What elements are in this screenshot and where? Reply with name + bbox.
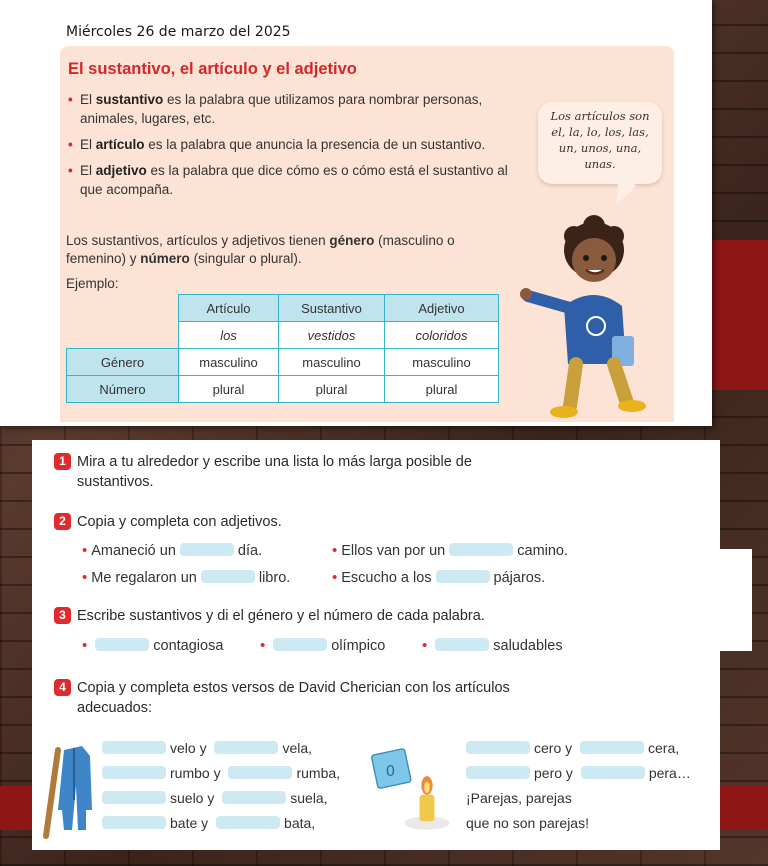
exercises-panel <box>32 440 720 850</box>
theory-title: El sustantivo, el artículo y el adjetivo <box>68 60 357 78</box>
definitions-list <box>68 90 508 206</box>
answer-blank[interactable] <box>581 766 645 779</box>
date-text: Miércoles 26 de marzo del 2025 <box>66 24 291 40</box>
table-cell: los <box>179 322 279 349</box>
answer-blank[interactable] <box>466 766 530 779</box>
verse-line: rumbo y rumba, <box>102 765 340 781</box>
answer-blank[interactable] <box>273 638 327 651</box>
exercise-2 <box>54 512 282 532</box>
table-header: Artículo <box>179 295 279 322</box>
child-illustration <box>518 214 668 424</box>
answer-blank[interactable] <box>201 570 255 583</box>
verse-line: cero y cera, <box>466 740 679 756</box>
exercise-number: 3 <box>54 607 71 624</box>
definition-item: • El artículo es la palabra que anuncia la presencia de un sustantivo. <box>68 135 508 154</box>
table-cell: plural <box>179 376 279 403</box>
answer-blank[interactable] <box>102 766 166 779</box>
exercise-3-item: • saludables <box>422 637 563 654</box>
verse-line: ¡Parejas, parejas <box>466 790 572 806</box>
exercise-2-item: • Ellos van por un camino. <box>332 542 569 559</box>
table-header: Sustantivo <box>279 295 385 322</box>
articles-speech-bubble: Los artículos son el, la, lo, los, las, un, unos, una, unas. <box>538 102 662 184</box>
answer-blank[interactable] <box>102 816 166 829</box>
definition-item: • El adjetivo es la palabra que dice cómo es o cómo está el sustantivo al que acompaña. <box>68 161 508 199</box>
table-row-header: Número <box>67 376 179 403</box>
table-cell: masculino <box>279 349 385 376</box>
answer-blank[interactable] <box>449 543 513 556</box>
answer-blank[interactable] <box>180 543 234 556</box>
answer-blank[interactable] <box>435 638 489 651</box>
answer-blank[interactable] <box>102 791 166 804</box>
exercise-3 <box>54 606 485 626</box>
exercise-2-item: • Me regalaron un libro. <box>82 569 291 586</box>
verse-line: velo y vela, <box>102 740 312 756</box>
table-row <box>67 376 499 403</box>
answer-blank[interactable] <box>216 816 280 829</box>
exercise-3-item: • olímpico <box>260 637 386 654</box>
verse-line: que no son parejas! <box>466 815 589 831</box>
notepad-and-candle-illustration <box>366 746 456 840</box>
answer-blank[interactable] <box>214 741 278 754</box>
exercise-text: Copia y completa estos versos de David Cherician con los artículos adecuados: <box>77 680 510 716</box>
answer-blank[interactable] <box>466 741 530 754</box>
answer-blank[interactable] <box>436 570 490 583</box>
definition-item: • El sustantivo es la palabra que utilizamos para nombrar personas, animales, lugares, etc. <box>68 90 508 128</box>
answer-blank[interactable] <box>228 766 292 779</box>
verse-line: suelo y suela, <box>102 790 328 806</box>
answer-blank[interactable] <box>102 741 166 754</box>
exercise-text: Escribe sustantivos y di el género y el número de cada palabra. <box>77 608 485 624</box>
verse-line: pero y pera… <box>466 765 691 781</box>
table-row <box>67 349 499 376</box>
table-row-header: Género <box>67 349 179 376</box>
verse-line: bate y bata, <box>102 815 315 831</box>
table-cell: plural <box>385 376 499 403</box>
decor-band-right <box>712 240 768 390</box>
svg-text:0: 0 <box>385 762 396 781</box>
exercise-number: 1 <box>54 453 71 470</box>
table-cell: plural <box>279 376 385 403</box>
exercise-2-item: • Amaneció un día. <box>82 542 263 559</box>
table-cell: vestidos <box>279 322 385 349</box>
exercise-1 <box>54 452 547 492</box>
table-cell: masculino <box>179 349 279 376</box>
answer-blank[interactable] <box>580 741 644 754</box>
exercise-number: 2 <box>54 513 71 530</box>
exercise-panel-tab <box>718 549 752 651</box>
table-cell: coloridos <box>385 322 499 349</box>
grammar-table <box>66 294 499 403</box>
exercise-text: Copia y completa con adjetivos. <box>77 514 282 530</box>
theory-panel <box>60 46 674 422</box>
coat-and-bat-illustration <box>38 740 98 840</box>
gender-number-note: Los sustantivos, artículos y adjetivos tienen género (masculino o femenino) y número (singular o plural). <box>66 233 455 266</box>
answer-blank[interactable] <box>95 638 149 651</box>
exercise-2-item: • Escucho a los pájaros. <box>332 569 546 586</box>
exercise-3-item: • contagiosa <box>82 637 224 654</box>
table-header: Adjetivo <box>385 295 499 322</box>
answer-blank[interactable] <box>222 791 286 804</box>
exercise-number: 4 <box>54 679 71 696</box>
exercise-4 <box>54 678 577 718</box>
example-label: Ejemplo: <box>66 276 119 291</box>
theory-slide <box>0 0 712 426</box>
exercise-text: Mira a tu alrededor y escribe una lista lo más larga posible de sustantivos. <box>77 454 472 490</box>
table-cell: masculino <box>385 349 499 376</box>
